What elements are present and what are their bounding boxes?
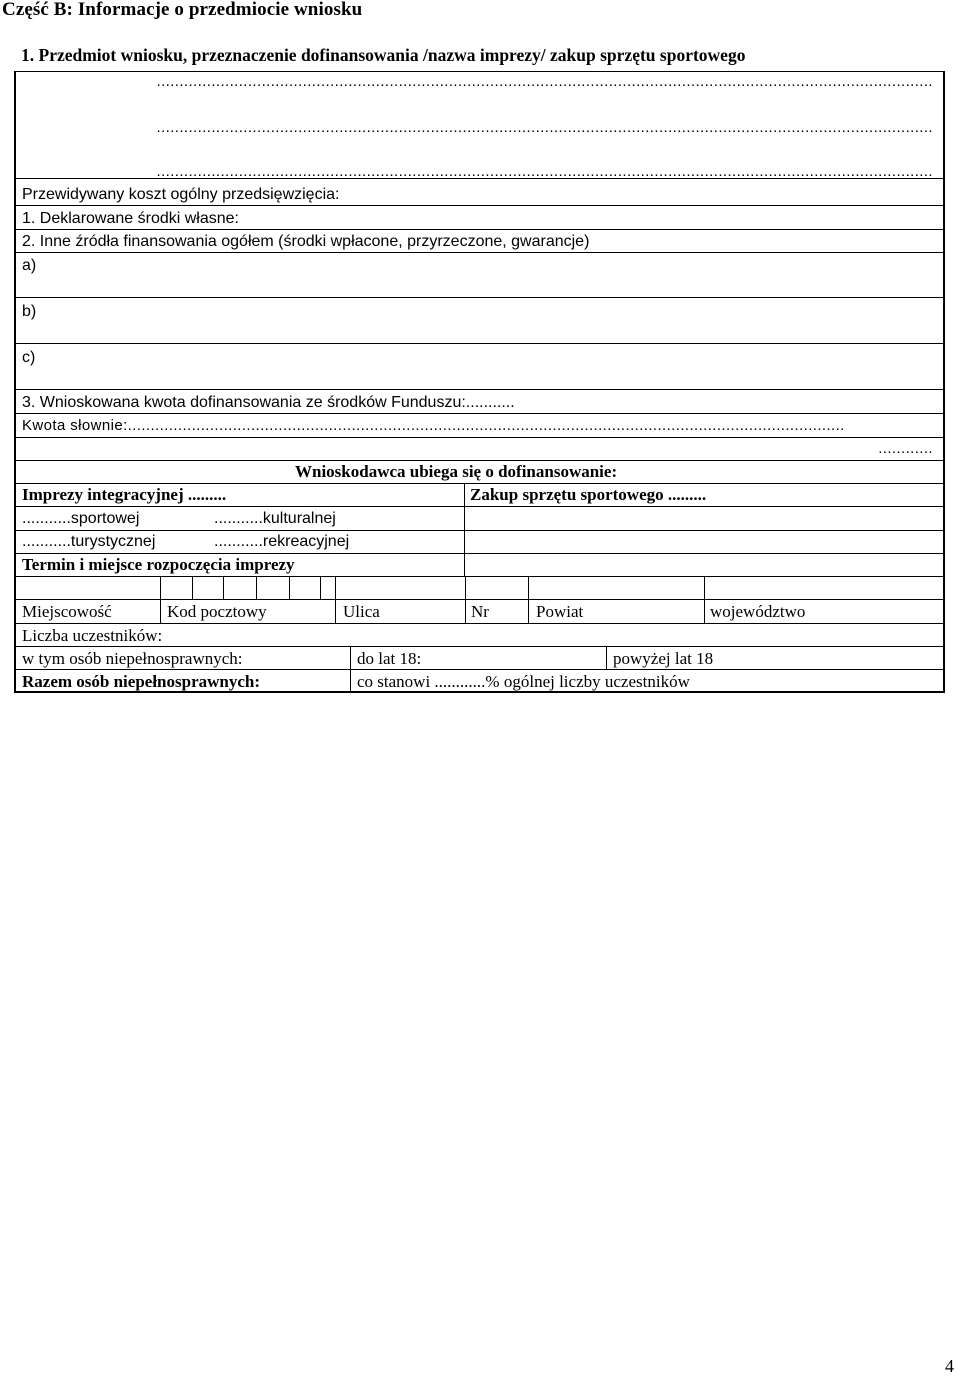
county-column: Powiat: [536, 602, 584, 621]
column-divider: [528, 576, 529, 623]
own-funds-label: 1. Deklarowane środki własne:: [22, 210, 239, 227]
divider-line: [14, 297, 945, 298]
divider-line: [14, 389, 945, 390]
under-18-label: do lat 18:: [357, 649, 422, 668]
disabled-participants-label: w tym osób niepełnosprawnych:: [22, 649, 243, 668]
sport-option[interactable]: ...........sportowej: [22, 510, 140, 527]
source-c-label: c): [22, 349, 36, 366]
amount-in-words-label: Kwota słownie:.............................................................................................................................................................: [22, 418, 845, 434]
applicant-heading: Wnioskodawca ubiega się o dofinansowanie:: [295, 462, 618, 481]
fill-in-dots[interactable]: ..........................................................................................................................................................................: [156, 74, 933, 90]
fill-in-dots[interactable]: ............: [878, 441, 933, 457]
item-1-heading: 1. Przedmiot wniosku, przeznaczenie dofinansowania /nazwa imprezy/ zakup sprzętu sportowego: [21, 45, 746, 65]
sports-equipment-option[interactable]: Zakup sprzętu sportowego .........: [470, 485, 707, 504]
street-column: Ulica: [343, 602, 380, 621]
divider-line: [14, 623, 945, 624]
total-disabled-label: Razem osób niepełnosprawnych:: [22, 672, 261, 691]
column-divider: [465, 576, 466, 623]
participants-count-label: Liczba uczestników:: [22, 626, 163, 645]
postal-code-box-divider: [320, 576, 321, 599]
divider-line: [14, 599, 945, 600]
fill-in-dots[interactable]: ..........................................................................................................................................................................: [156, 120, 933, 136]
column-divider: [335, 576, 336, 623]
postal-code-box-divider: [256, 576, 257, 599]
postal-code-box-divider: [289, 576, 290, 599]
column-divider: [606, 646, 607, 669]
divider-line: [14, 553, 945, 554]
divider-line: [14, 646, 945, 647]
locality-column: Miejscowość: [22, 602, 112, 621]
postal-code-box-divider: [223, 576, 224, 599]
cultural-option[interactable]: ...........kulturalnej: [214, 510, 336, 527]
tourist-option[interactable]: ...........turystycznej: [22, 533, 156, 550]
postal-code-column: Kod pocztowy: [167, 602, 267, 621]
event-start-label: Termin i miejsce rozpoczęcia imprezy: [22, 555, 295, 574]
total-cost-label: Przewidywany koszt ogólny przedsięwzięcia:: [22, 186, 340, 203]
divider-line: [14, 530, 945, 531]
requested-amount-label: 3. Wnioskowana kwota dofinansowania ze środków Funduszu:...........: [22, 394, 515, 411]
source-b-label: b): [22, 303, 37, 320]
divider-line: [14, 506, 945, 507]
other-sources-label: 2. Inne źródła finansowania ogółem (środki wpłacone, przyrzeczone, gwarancje): [22, 233, 590, 250]
divider-line: [14, 252, 945, 253]
divider-line: [14, 576, 945, 577]
column-divider: [464, 483, 465, 576]
frame-top-line: [14, 71, 945, 72]
integration-event-option[interactable]: Imprezy integracyjnej .........: [22, 485, 227, 504]
recreation-option[interactable]: ...........rekreacyjnej: [214, 533, 350, 550]
column-divider: [160, 576, 161, 623]
divider-line: [14, 437, 945, 438]
number-column: Nr: [471, 602, 489, 621]
divider-line: [14, 483, 945, 484]
column-divider: [350, 646, 351, 693]
page-number: 4: [945, 1356, 954, 1376]
page-title: Część B: Informacje o przedmiocie wniosku: [2, 0, 363, 20]
divider-line: [14, 343, 945, 344]
divider-line: [14, 229, 945, 230]
fill-in-dots[interactable]: ..........................................................................................................................................................................: [156, 164, 933, 180]
divider-line: [14, 460, 945, 461]
column-divider: [704, 576, 705, 623]
percentage-label: co stanowi ............% ogólnej liczby uczestników: [357, 672, 690, 691]
voivodeship-column: województwo: [710, 602, 806, 621]
source-a-label: a): [22, 257, 37, 274]
divider-line: [14, 413, 945, 414]
postal-code-box-divider: [192, 576, 193, 599]
divider-line: [14, 205, 945, 206]
divider-line: [14, 669, 945, 670]
over-18-label: powyżej lat 18: [613, 649, 714, 668]
